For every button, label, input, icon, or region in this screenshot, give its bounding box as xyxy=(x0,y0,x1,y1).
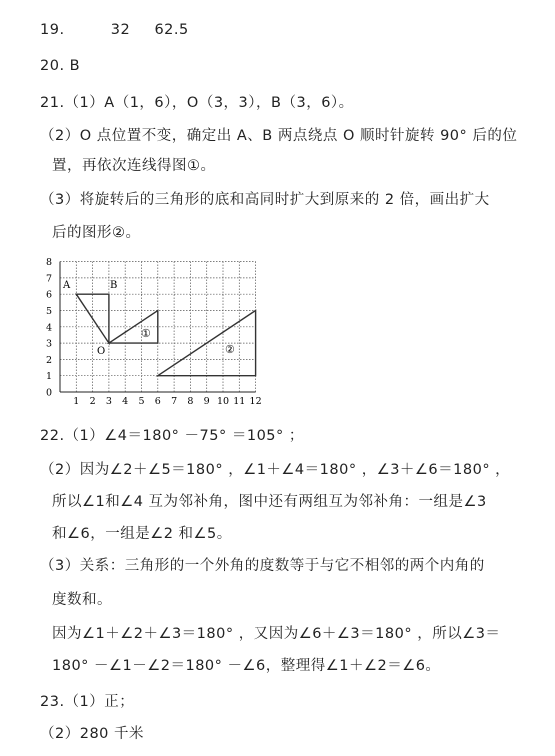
y-tick-label: 6 xyxy=(45,289,52,301)
q22-line-7: 因为∠1＋∠2＋∠3＝180° ，又因为∠6＋∠3＝180° ，所以∠3＝ xyxy=(52,626,501,642)
q22-line-8: 180° －∠1－∠2＝180° －∠6，整理得∠1＋∠2＝∠6。 xyxy=(52,658,441,674)
q23-line-1: 23.（1）正； xyxy=(40,694,135,710)
label-fig2: ② xyxy=(225,343,235,356)
q21-line-5: 后的图形②。 xyxy=(52,225,141,241)
q21-line-2: （2）O 点位置不变，确定出 A、B 两点绕点 O 顺时针旋转 90° 后的位 xyxy=(40,128,518,144)
y-tick-label: 7 xyxy=(45,273,52,285)
q19-answer-b: 62.5 xyxy=(154,22,189,38)
y-tick-label: 4 xyxy=(45,322,52,334)
y-tick-label: 1 xyxy=(45,371,52,383)
label-O: O xyxy=(97,346,106,357)
q21-line-1: 21.（1）A（1，6），O（3，3），B（3，6）。 xyxy=(40,95,354,111)
x-tick-label: 12 xyxy=(249,396,262,407)
tick-labels xyxy=(46,257,262,407)
q19-number: 19. xyxy=(40,22,65,38)
x-tick-label: 11 xyxy=(233,396,246,407)
y-tick-label: 5 xyxy=(45,306,52,317)
q23-line-2: （2）280 千米 xyxy=(40,726,145,742)
q22-line-6: 度数和。 xyxy=(52,592,112,608)
label-fig1: ① xyxy=(141,327,151,340)
y-tick-label: 0 xyxy=(45,387,52,399)
q21-line-4: （3）将旋转后的三角形的底和高同时扩大到原来的 2 倍，画出扩大 xyxy=(40,192,490,208)
q22-line-2: （2）因为∠2＋∠5＝180° ，∠1＋∠4＝180° ，∠3＋∠6＝180° ， xyxy=(40,462,511,478)
x-tick-label: 6 xyxy=(154,396,161,407)
y-tick-label: 8 xyxy=(45,257,52,269)
x-tick-label: 5 xyxy=(138,396,145,407)
q21-line-3: 置，再依次连线得图①。 xyxy=(52,158,216,174)
x-tick-label: 3 xyxy=(105,396,112,407)
q19-line xyxy=(40,22,189,38)
q20-line: 20. B xyxy=(40,58,81,74)
figure-shapes xyxy=(76,294,255,376)
q22-line-4: 和∠6，一组是∠2 和∠5。 xyxy=(52,526,232,542)
x-tick-label: 9 xyxy=(203,396,210,407)
point-labels xyxy=(62,280,235,357)
x-tick-label: 8 xyxy=(187,396,194,407)
q22-line-5: （3）关系：三角形的一个外角的度数等于与它不相邻的两个内角的 xyxy=(40,558,485,574)
q19-answer-a: 32 xyxy=(110,22,131,38)
y-tick-label: 3 xyxy=(45,338,52,350)
y-tick-label: 2 xyxy=(45,354,52,366)
label-A: A xyxy=(63,280,71,291)
x-tick-label: 2 xyxy=(89,396,96,407)
x-tick-label: 1 xyxy=(73,396,80,407)
label-B: B xyxy=(110,280,118,291)
x-tick-label: 10 xyxy=(216,396,230,407)
x-tick-label: 7 xyxy=(171,396,178,407)
coordinate-grid-figure xyxy=(40,252,280,412)
x-tick-label: 4 xyxy=(122,396,129,407)
q22-line-3: 所以∠1和∠4 互为邻补角，图中还有两组互为邻补角：一组是∠3 xyxy=(52,494,487,510)
q22-line-1: 22.（1）∠4＝180° －75° ＝105° ； xyxy=(40,428,304,444)
